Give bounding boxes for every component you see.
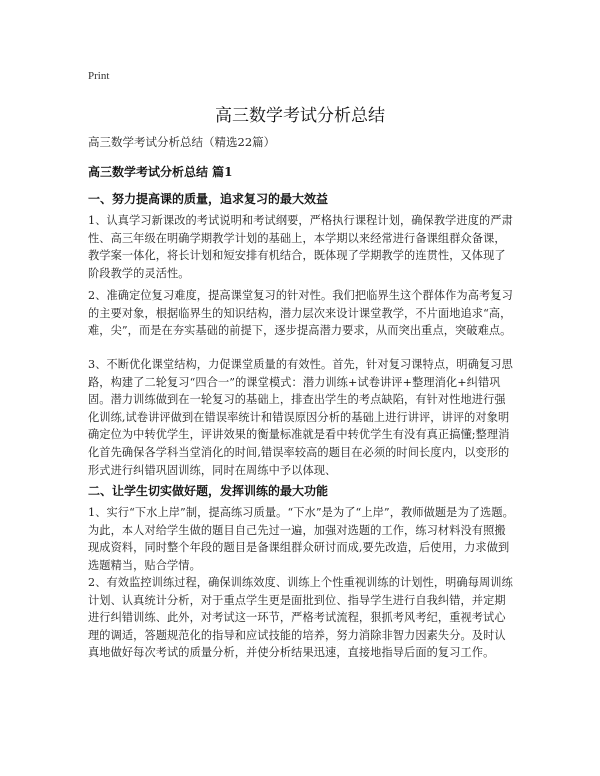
document-subtitle: 高三数学考试分析总结（精选22篇） [88,135,276,149]
print-label[interactable]: Print [88,70,110,82]
paragraph: 2、有效监控训练过程，确保训练效度、训练上个性重视训练的计划性，明确每周训练计划、认真统计分析，对于重点学生更是面批到位、指导学生进行自我纠错，并定期进行纠错训练、此外，对考试这一环节，严格考试流程，狠抓考风考纪，重视考试心理的调适，答题规范化的指导和应试技能的培养，努力消除非智力因素失分。及时认真地做好每次考试的质量分析，并使分析结果迅速，直接地指导后面的复习工作。 [88,576,513,660]
paragraph: 1、实行“下水上岸”制，提高练习质量。“下水”是为了“上岸”，教师做题是为了选题。为此，本人对给学生做的题目自己先过一遍，加强对选题的工作，练习材料没有照搬现成资料，同时整个年段的题目是备课组群众研讨而成,要先改造，后使用，力求做到选题精当，贴合学情。 [88,506,514,572]
section-heading-2: 二、让学生切实做好题，发挥训练的最大功能 [88,484,329,498]
paragraph: 2、准确定位复习难度，提高课堂复习的针对性。我们把临界生这个群体作为高考复习的主要对象，根据临界生的知识结构，潜力层次来设计课堂教学，不片面地追求“高，难，尖”，而是在夯实基础的前提下，逐步提高潜力要求，从而突出重点，突破难点。 [88,289,513,338]
paragraph: 1、认真学习新课改的考试说明和考试纲要，严格执行课程计划，确保教学进度的严肃性、高三年级在明确学期教学计划的基础上，本学期以来经常进行备课组群众备课，教学案一体化，将长计划和短安排有机结合，既体现了学期教学的连贯性，又体现了阶段教学的灵活性。 [88,214,513,280]
paragraph: 3、不断优化课堂结构，力促课堂质量的有效性。首先，针对复习课特点，明确复习思路，构建了二轮复习“四合一”的课堂模式：潜力训练+试卷讲评+整理消化+纠错巩固。潜力训练做到在一轮复习的基础上，排查出学生的考点缺陷，有针对性地进行强化训练,试卷讲评做到在错误率统计和错误原因分析的基础上进行讲评，讲评的对象明确定位为中转优学生，评讲效果的衡量标准就是看中转优学生有没有真正搞懂;整理消化首先确保各学科当堂消化的时间,错误率较高的题目在必须的时间长度内，以变形的形式进行纠错巩固训练，同时在周练中予以体现、 [88,358,513,477]
page-title: 高三数学考试分析总结 [215,106,385,126]
section-heading-1: 一、努力提高课的质量，追求复习的最大效益 [88,192,329,206]
article-heading: 高三数学考试分析总结 篇1 [88,165,233,179]
